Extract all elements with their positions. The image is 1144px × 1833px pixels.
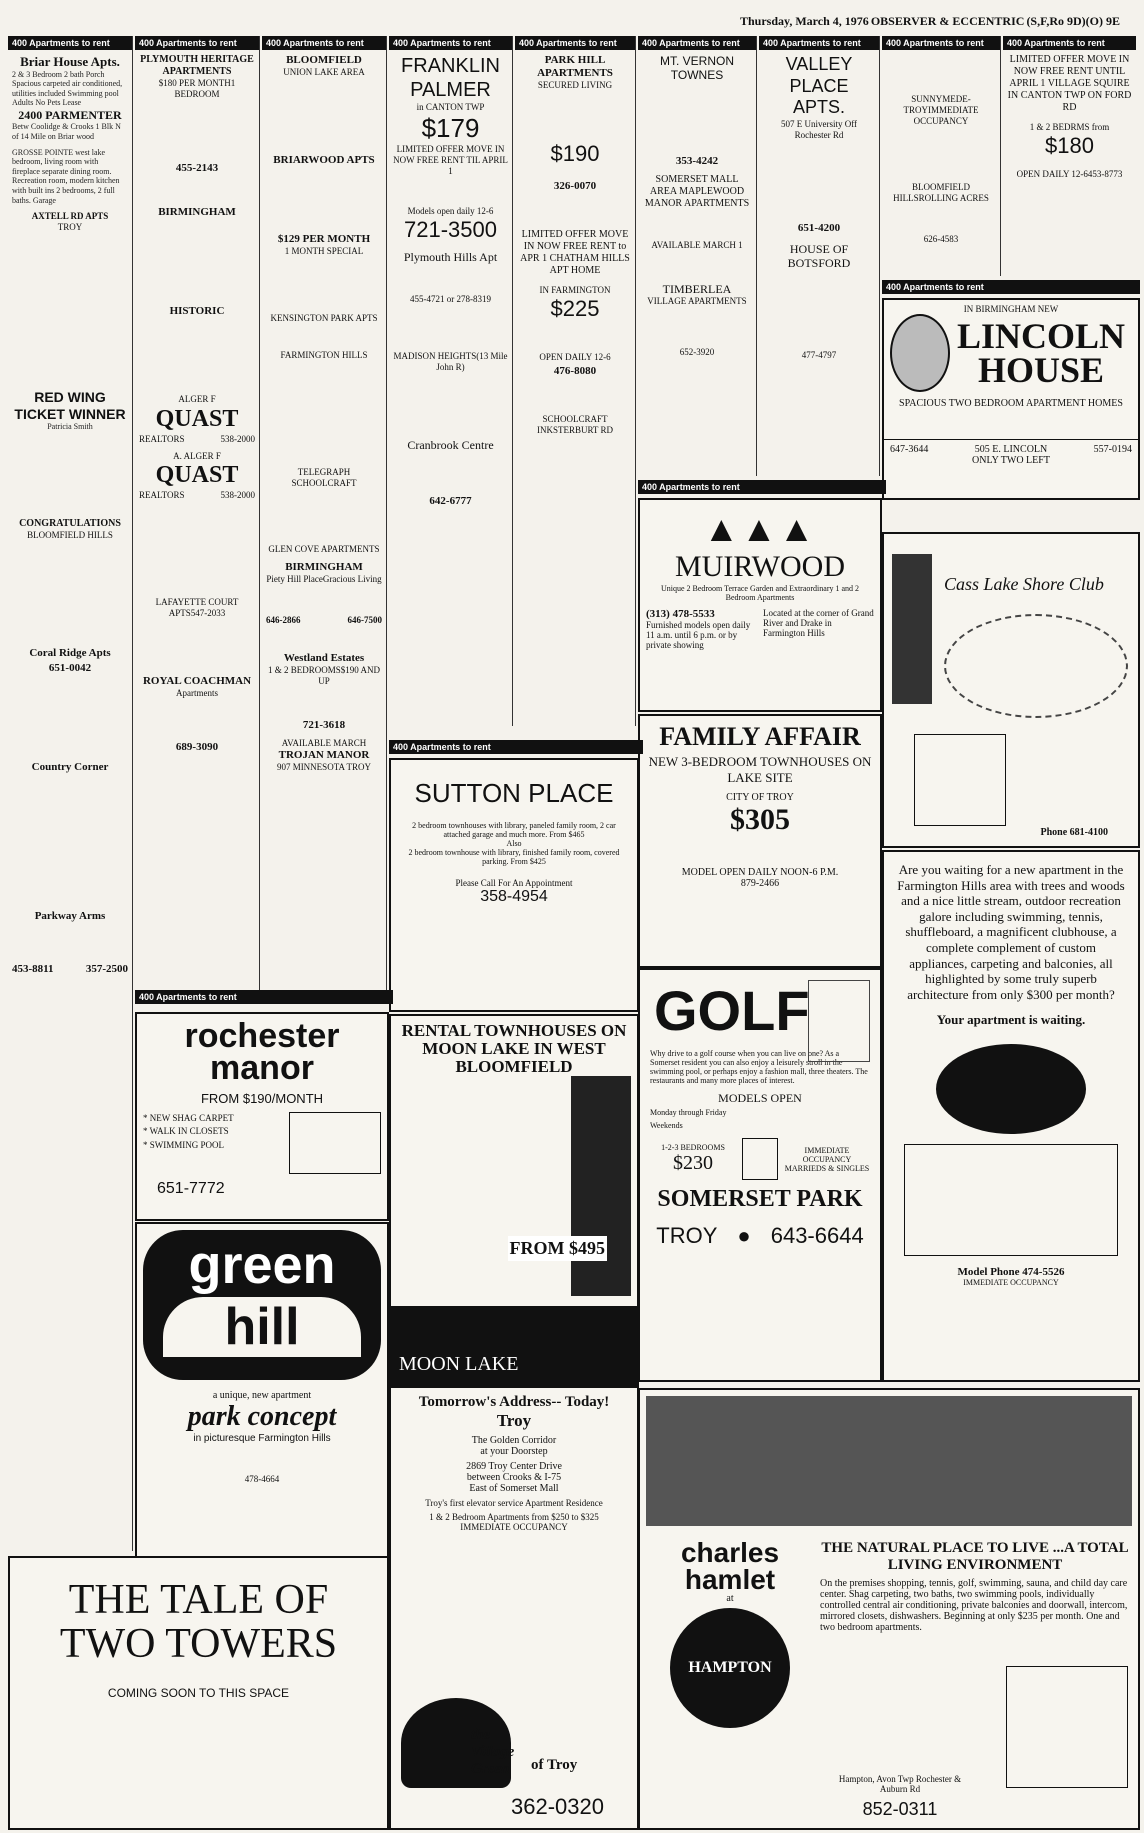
ad-glen-cove: GLEN COVE APARTMENTS	[268, 544, 380, 555]
lincoln-portrait	[890, 314, 950, 392]
ad-cass-lake: Cass Lake Shore Club Phone 681-4100	[882, 532, 1140, 848]
ad-tale-of-two-towers: THE TALE OF TWO TOWERS COMING SOON TO THIS SPACE	[8, 1556, 389, 1830]
ad-coral-ridge: Coral Ridge Apts 651-0042	[29, 646, 111, 674]
ad-chatham-hills: LIMITED OFFER MOVE IN NOW FREE RENT to APR 1 CHATHAM HILLS APT HOME IN FARMINGTON $225 OPEN DAILY 12-6 476-8080	[520, 228, 630, 377]
waiting-map	[904, 1144, 1118, 1256]
ad-sunnymede: SUNNYMEDE-TROYIMMEDIATE OCCUPANCY	[903, 94, 979, 126]
masthead	[740, 14, 1120, 32]
section-header: 400 Apartments to rent	[8, 36, 132, 50]
ad-franklin-palmer: FRANKLIN PALMER in CANTON TWP $179 LIMITED OFFER MOVE IN NOW FREE RENT TIL APRIL 1 Models open daily 12-6 721-3500	[393, 55, 508, 243]
ad-alger-quast-2: A. ALGER F QUAST REALTORS 538-2000	[139, 450, 255, 501]
ad-bloomfield-union-lake: BLOOMFIELD UNION LAKE AREA	[283, 54, 365, 78]
masthead-section: (S,F,Ro 9D)(O) 9E	[1026, 14, 1120, 28]
column-9: 400 Apartments to rent LIMITED OFFER MOVE IN NOW FREE RENT UNTIL APRIL 1 VILLAGE SQUIRE IN CANTON TWP ON FORD RD 1 & 2 BEDRMS from $180 OPEN DAILY 12-6453-8773	[1003, 36, 1136, 276]
ad-alger-quast: ALGER F QUAST REALTORS 538-2000	[139, 394, 255, 444]
ad-country-corner: Country Corner	[31, 761, 109, 774]
waiting-logo	[936, 1044, 1086, 1134]
ad-lincoln-house: IN BIRMINGHAM NEW LINCOLN HOUSE SPACIOUS TWO BEDROOM APARTMENT HOMES 647-3644 505 E. LINCOLN 557-0194 ONLY TWO LEFT	[882, 298, 1140, 500]
ad-village-green: Tomorrow's Address-- Today! Troy The Golden Corridor at your Doorstep 2869 Troy Center Drive between Crooks & I-75 East of Somerset Mall Troy's first elevator service Apartment Residence 1 & 2 Bedroom Apartments from $250 to $325 IMMEDIATE OCCUPANCY the Village Green of Troy 362-0320	[389, 1386, 639, 1830]
ad-moon-lake: RENTAL TOWNHOUSES ON MOON LAKE IN WEST BLOOMFIELD FROM $495 MOON LAKE	[389, 1014, 639, 1388]
ad-historic: HISTORIC	[169, 304, 225, 317]
ad-birmingham: BIRMINGHAM	[158, 205, 236, 218]
ad-royal-coachman: ROYAL COACHMAN Apartments 689-3090	[142, 674, 252, 753]
ad-timberlea: TIMBERLEA VILLAGE APARTMENTS 652-3920	[647, 281, 747, 357]
townhouse-illustration	[646, 1396, 1132, 1526]
ad-golf-somerset: GOLF Why drive to a golf course when you can live on one? As a Somerset resident you can also enjoy a leisurely stroll in the swimming pool, or perhaps enjoy a fashion mall, three theaters. The restaurants and many more places of interest. MODELS OPEN Monday through Friday Weekends 1-2-3 BEDROOMS $230 IMMEDIATE OCCUPANCY MARRIEDS & SINGLES SOMERSET PARK TROY ● 643-6644	[638, 968, 882, 1382]
ad-129-special: $129 PER MONTH 1 MONTH SPECIAL	[277, 233, 371, 257]
ad-axtell: AXTELL RD APTS TROY	[31, 211, 109, 232]
ad-rolling-acres: BLOOMFIELD HILLSROLLING ACRES 626-4583	[893, 182, 989, 244]
muirwood-logo: ▲▲▲	[703, 509, 817, 549]
directions-map	[914, 734, 1006, 826]
rochester-map	[289, 1112, 381, 1174]
ad-red-wing: RED WING TICKET WINNER Patricia Smith	[14, 388, 126, 432]
ad-briarwood: BRIARWOOD APTS	[273, 153, 375, 166]
ad-cranbrook-centre: Cranbrook Centre 642-6777	[407, 438, 494, 507]
ad-muirwood: ▲▲▲ MUIRWOOD Unique 2 Bedroom Terrace Garden and Extraordinary 1 and 2 Bedroom Apartments (313) 478-5533 Furnished models open daily 11 a.m. until 6 p.m. or by private showing Located at the corner of Grand River and Drake in Farmington Hills	[638, 498, 882, 712]
ad-plymouth-hills: Plymouth Hills Apt 455-4721 or 278-8319	[403, 249, 498, 304]
ad-schoolcraft: SCHOOLCRAFT INKSTERBURT RD	[536, 413, 614, 435]
column-2: 400 Apartments to rent PLYMOUTH HERITAGE APARTMENTS $180 PER MONTH1 BEDROOM 455-2143 BIRMINGHAM HISTORIC ALGER F QUAST REALTORS 538-2000 A. ALGER F QUAST REALTORS 538-2000 LAFAYETTE COURT APTS547-2033 ROYAL COACHMAN Apartments 689-3090	[135, 36, 260, 998]
tree-illustration	[571, 1076, 631, 1296]
ad-maplewood-manor: SOMERSET MALL AREA MAPLEWOOD MANOR APARTMENTS AVAILABLE MARCH 1	[644, 173, 750, 250]
masthead-date: Thursday, March 4, 1976	[740, 14, 869, 28]
ad-kensington: KENSINGTON PARK APTS	[270, 313, 378, 324]
ad-are-you-waiting: Are you waiting for a new apartment in the Farmington Hills area with trees and woods and a nice little stream, outdoor recreation galore including swimming, tennis, shuffleboard, a magnificent clubhouse, a complete complement of custom appliances, carpeting and balconies, all highlighted by some truly superb architecture from only $300 per month? Your apartment is waiting. Model Phone 474-5526 IMMEDIATE OCCUPANCY	[882, 850, 1140, 1382]
ad-telegraph: TELEGRAPH SCHOOLCRAFT	[291, 466, 357, 488]
hampton-map	[1006, 1666, 1128, 1788]
newspaper-page: Thursday, March 4, 1976 OBSERVER & ECCENTRIC (S,F,Ro 9D)(O) 9E 400 Apartments to rent Briar House Apts. 2 & 3 Bedroom 2 bath Porch Spacious carpeted air conditioned, utilities included Swimming pool Adults No Pets Lease 2400 PARMENTER Betw Coolidge & Crooks 1 Blk N of 14 Mile on Briar wood GROSSE POINTE west lake bedroom, living room with fireplace separate dining room. Recreation room, modern kitchen with built ins 2 bedrooms, 2 full baths. Garage AXTELL RD APTS TROY RED WING TICKET WINNER Patricia Smith CONGRATULATIONS BLOOMFIELD HILLS Coral Ridge Apts 651-0042 Country Corner Parkway Arms 453-8811 357-2500 400 Apartments to rent PLYMOUTH HERITAGE APARTMENTS $180 PER MONTH1 BEDROOM 455-2143 BIRMINGHAM HISTORIC ALGER F QUAST REALTORS 538-2000 A. ALGER F QUAST REALTORS 538-2000 LAFAYETTE COURT APTS547-2033 ROYAL COACHMAN Apartments 689-3090 400 Apartments to rent BLOOMFIELD UNION LAKE AREA BRIARWOOD APTS $129 PER MONTH 1 MONTH SPECIAL KENSINGTON PARK APTS FARMINGTON HILLS TELEGRAPH SCHOOLCRAFT GLEN COVE APARTMENTS BIRMINGHAM Piety Hill PlaceGracious Living 646-2866 646-7500 Westland Estates 1 & 2 BEDROOMS$190 AND UP 721-3618 AVAILABLE MARCH TROJAN MANOR 907 MINNESOTA TROY 400 Apartments to rent FRANKLIN PALMER in CANTON TWP $179 LIMITED OFFER MOVE IN NOW FREE RENT TIL APRIL 1 Models open daily 12-6 721-3500 Plymouth Hills Apt 455-4721 or 278-8319 MADISON HEIGHTS(13 Mile John R) Cranbrook Centre 642-6777 400 Apartments to rent PARK HILL APARTMENTS SECURED LIVING $190 326-0070 LIMITED OFFER MOVE IN NOW FREE RENT to APR 1 CHATHAM HILLS APT HOME IN FARMINGTON $225 OPEN DAILY 12-6 476-8080 SCHOOLCRAFT INKSTERBURT RD 400 Apartments to rent MT. VERNON TOWNES 353-4242 SOMERSET MALL AREA MAPLEWOOD MANOR APARTMENTS AVAILABLE MARCH 1 TIMBERLEA VILLAGE APARTMENTS 652-3920 400 Apartments to rent VALLEY PLACE APTS. 507 E University Off Rochester Rd 651-4200 HOUSE OF BOTSFORD 477-4797 400 Apartments to rent SUNNYMEDE-TROYIMMEDIATE OCCUPANCY BLOOMFIELD HILLSROLLING ACRES 626-4583 400 Apartments to rent LIMITED OFFER MOVE IN NOW FREE RENT UNTIL APRIL 1 VILLAGE SQUIRE IN CANTON TWP ON FORD RD 1 & 2 BEDRMS from $180 OPEN DAILY 12-6453-8773 400 Apartments to rent IN BIRMINGHAM NEW LINCOLN HOUSE SPACIOUS TWO BEDROOM APARTMENT HOMES 647-3644 505 E. LINCOLN 557-0194 ONLY TWO LEFT Cass Lake Shore Club Phone 681-4100 400 Apartments to rent ▲▲▲ MUIRWOOD Unique 2 Bedroom Terrace Garden and Extraordinary 1 and 2 Bedroom Apartments (313) 478-5533 Furnished models open daily 11 a.m. until 6 p.m. or by private showing Located at the corner of Grand River and Drake in Farmington Hills FAMILY AFFAIR NEW 3-BEDROOM TOWNHOUSES ON LAKE SITE CITY OF TROY $305 MODEL OPEN DAILY NOON-6 P.M. 879-2466 400 Apartments to rent SUTTON PLACE 2 bedroom townhouses with library, paneled family room, 2 car attached garage and much more. From $465 Also 2 bedroom townhouse with library, finished family room, covered parking. From $425 Please Call For An Appointment 358-4954 400 Apartments to rent rochester manor FROM $190/MONTH * NEW SHAG CARPET * WALK IN CLOSETS * SWIMMING POOL 651-7772 green hill a unique, new apartment park concept in picturesque Farmington Hills 478-4664 RENTAL TOWNHOUSES ON MOON LAKE IN WEST BLOOMFIELD FROM $495 MOON LAKE GOLF Why drive to a golf course when you can live on one? As a Somerset resident you can also enjoy a leisurely stroll in the swimming pool, or perhaps enjoy a fashion mall, three theaters. The restaurants and many more places of interest. MODELS OPEN Monday through Friday Weekends 1-2-3 BEDROOMS $230 IMMEDIATE OCCUPANCY MARRIEDS & SINGLES SOMERSET PARK TROY ● 643-6644 Are you waiting for a new apartment in the Farmington Hills area with trees and woods and a nice little stream, outdoor recreation galore including swimming, tennis, shuffleboard, a magnificent clubhouse, a complete complement of custom appliances, carpeting and balconies, all highlighted by some truly superb architecture from only $300 per month? Your apartment is waiting. Model Phone 474-5526 IMMEDIATE OCCUPANCY Tomorrow's Address-- Today! Troy The Golden Corridor at your Doorstep 2869 Troy Center Drive between Crooks & I-75 East of Somerset Mall Troy's first elevator service Apartment Residence 1 & 2 Bedroom Apartments from $250 to $325 IMMEDIATE OCCUPANCY the Village Green of Troy 362-0320 THE TALE OF TWO TOWERS COMING SOON TO THIS SPACE charles hamlet at HAMPTON THE NATURAL PLACE TO LIVE ...A TOTAL LIVING ENVIRONMENT On the premises shopping, tennis, golf, swimming, sauna, and child day care center. Shag carpeting, two baths, two swimming pools, individually controlled central air conditioning, private balconies and doorwall, intercom, mirrored closets, dishwashers. Beginning at only $235 per month. One and two bedroom apartments. Hampton, Avon Twp Rochester & Auburn Rd 852-0311	[0, 0, 1144, 1833]
column-6: 400 Apartments to rent MT. VERNON TOWNES 353-4242 SOMERSET MALL AREA MAPLEWOOD MANOR APARTMENTS AVAILABLE MARCH 1 TIMBERLEA VILLAGE APARTMENTS 652-3920	[638, 36, 757, 476]
lincoln-title: LINCOLN HOUSE	[956, 315, 1126, 390]
ad-family-affair: FAMILY AFFAIR NEW 3-BEDROOM TOWNHOUSES ON LAKE SITE CITY OF TROY $305 MODEL OPEN DAILY NOON-6 P.M. 879-2466	[638, 714, 882, 968]
ad-madison-heights: MADISON HEIGHTS(13 Mile John R)	[393, 350, 508, 372]
ad-sutton-place: SUTTON PLACE 2 bedroom townhouses with library, paneled family room, 2 car attached garage and much more. From $465 Also 2 bedroom townhouse with library, finished family room, covered parking. From $425 Please Call For An Appointment 358-4954	[389, 758, 639, 1012]
muirwood-title: MUIRWOOD	[675, 550, 845, 583]
column-7: 400 Apartments to rent VALLEY PLACE APTS. 507 E University Off Rochester Rd 651-4200 HOUSE OF BOTSFORD 477-4797	[759, 36, 880, 476]
column-8: 400 Apartments to rent SUNNYMEDE-TROYIMMEDIATE OCCUPANCY BLOOMFIELD HILLSROLLING ACRES 626-4583	[882, 36, 1001, 276]
ad-piety-hill: BIRMINGHAM Piety Hill PlaceGracious Living 646-2866 646-7500	[266, 561, 382, 626]
cass-title: Cass Lake Shore Club	[944, 574, 1104, 594]
ad-trojan-manor: AVAILABLE MARCH TROJAN MANOR 907 MINNESOTA TROY	[276, 737, 372, 772]
ad-charles-hamlet: charles hamlet at HAMPTON THE NATURAL PLACE TO LIVE ...A TOTAL LIVING ENVIRONMENT On the premises shopping, tennis, golf, swimming, sauna, and child day care center. Shag carpeting, two baths, two swimming pools, individually controlled central air conditioning, private balconies and doorwall, intercom, mirrored closets, dishwashers. Beginning at only $235 per month. One and two bedroom apartments. Hampton, Avon Twp Rochester & Auburn Rd 852-0311	[638, 1388, 1140, 1830]
ad-village-squire: LIMITED OFFER MOVE IN NOW FREE RENT UNTIL APRIL 1 VILLAGE SQUIRE IN CANTON TWP ON FORD RD 1 & 2 BEDRMS from $180 OPEN DAILY 12-6453-8773	[1007, 54, 1132, 180]
column-3: 400 Apartments to rent BLOOMFIELD UNION LAKE AREA BRIARWOOD APTS $129 PER MONTH 1 MONTH SPECIAL KENSINGTON PARK APTS FARMINGTON HILLS TELEGRAPH SCHOOLCRAFT GLEN COVE APARTMENTS BIRMINGHAM Piety Hill PlaceGracious Living 646-2866 646-7500 Westland Estates 1 & 2 BEDROOMS$190 AND UP 721-3618 AVAILABLE MARCH TROJAN MANOR 907 MINNESOTA TROY	[262, 36, 387, 998]
ad-briar-house: Briar House Apts. 2 & 3 Bedroom 2 bath Porch Spacious carpeted air conditioned, utilities included Swimming pool Adults No Pets Lease 2400 PARMENTER Betw Coolidge & Crooks 1 Blk N of 14 Mile on Briar wood	[12, 54, 123, 141]
ad-plymouth-heritage: PLYMOUTH HERITAGE APARTMENTS $180 PER MONTH1 BEDROOM 455-2143	[140, 54, 254, 174]
ad-valley-place: VALLEY PLACE APTS. 507 E University Off Rochester Rd 651-4200	[780, 54, 858, 235]
ad-mt-vernon: MT. VERNON TOWNES 353-4242	[659, 54, 734, 167]
ad-congratulations: CONGRATULATIONS BLOOMFIELD HILLS	[19, 517, 121, 540]
ad-farmington-hills: FARMINGTON HILLS	[280, 349, 368, 360]
masthead-paper: OBSERVER & ECCENTRIC	[870, 14, 1025, 28]
somerset-crest-icon	[742, 1138, 778, 1180]
ad-parkway-arms: Parkway Arms 453-8811 357-2500	[12, 910, 128, 976]
column-4: 400 Apartments to rent FRANKLIN PALMER in CANTON TWP $179 LIMITED OFFER MOVE IN NOW FREE RENT TIL APRIL 1 Models open daily 12-6 721-3500 Plymouth Hills Apt 455-4721 or 278-8319 MADISON HEIGHTS(13 Mile John R) Cranbrook Centre 642-6777	[389, 36, 513, 726]
ad-grosse-pointe: GROSSE POINTE west lake bedroom, living room with fireplace separate dining room. Recreation room, modern kitchen with built ins 2 bedrooms, 2 full baths. Garage	[12, 147, 120, 205]
hampton-tree-logo: HAMPTON	[670, 1608, 790, 1728]
ad-park-hill: PARK HILL APARTMENTS SECURED LIVING $190 326-0070	[537, 54, 613, 192]
ad-green-hill: green hill a unique, new apartment park concept in picturesque Farmington Hills 478-4664	[135, 1222, 389, 1558]
ad-westland-estates: Westland Estates 1 & 2 BEDROOMS$190 AND UP 721-3618	[267, 651, 381, 731]
ad-house-of-botsford: HOUSE OF BOTSFORD 477-4797	[787, 241, 851, 361]
tower-illustration	[892, 554, 932, 704]
column-1	[8, 36, 133, 1551]
ad-rochester-manor: rochester manor FROM $190/MONTH * NEW SHAG CARPET * WALK IN CLOSETS * SWIMMING POOL 651-7772	[135, 1012, 389, 1221]
golfer-illustration	[808, 980, 870, 1062]
ad-lafayette-court: LAFAYETTE COURT APTS547-2033	[155, 596, 239, 618]
column-5: 400 Apartments to rent PARK HILL APARTMENTS SECURED LIVING $190 326-0070 LIMITED OFFER MOVE IN NOW FREE RENT to APR 1 CHATHAM HILLS APT HOME IN FARMINGTON $225 OPEN DAILY 12-6 476-8080 SCHOOLCRAFT INKSTERBURT RD	[515, 36, 636, 726]
lake-illustration	[944, 614, 1128, 718]
